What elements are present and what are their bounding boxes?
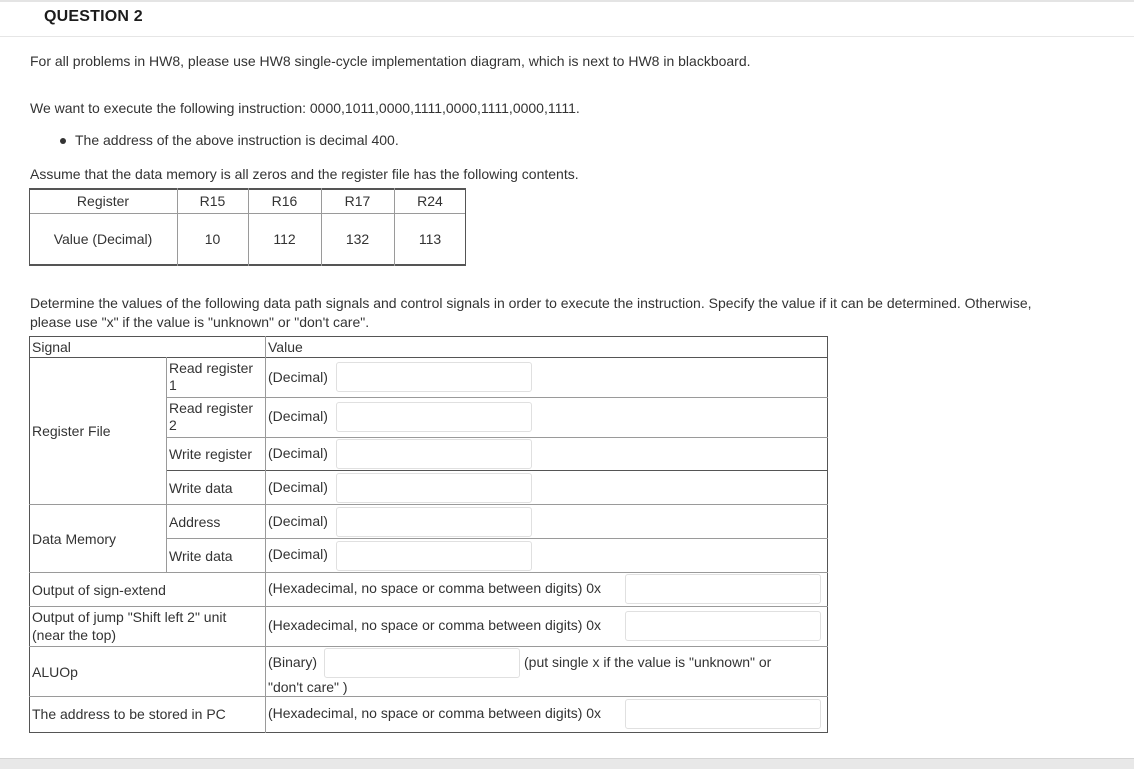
title-divider	[0, 36, 1134, 37]
value-column-header: Value	[268, 339, 303, 355]
read-register-1-label-num: 1	[169, 377, 177, 393]
reg-value-r24: 113	[418, 231, 442, 247]
dm-write-data-label: Write data	[169, 548, 233, 564]
reg-row-label: Value (Decimal)	[53, 231, 153, 247]
reg-value-r16: 112	[273, 231, 296, 247]
write-register-input[interactable]	[336, 439, 532, 469]
top-divider	[0, 0, 1134, 2]
decimal-unit-label: (Decimal)	[268, 445, 328, 461]
aluop-label: ALUOp	[32, 664, 78, 680]
write-register-label: Write register	[169, 446, 252, 462]
decimal-unit-label: (Decimal)	[268, 513, 328, 529]
signals-table	[29, 336, 828, 733]
dm-write-data-input[interactable]	[336, 541, 532, 571]
read-register-1-input[interactable]	[336, 362, 532, 392]
reg-header-r17: R17	[344, 193, 371, 209]
bullet-text: The address of the above instruction is decimal 400.	[75, 132, 399, 148]
jump-shift-label: Output of jump "Shift left 2" unit	[32, 609, 227, 625]
decimal-unit-label: (Decimal)	[268, 408, 328, 424]
dm-address-label: Address	[169, 514, 221, 530]
reg-value-r17: 132	[345, 231, 370, 247]
pc-address-input[interactable]	[625, 699, 821, 729]
aluop-note: (put single x if the value is "unknown" or	[524, 654, 772, 670]
instruction-text: We want to execute the following instruction: 0000,1011,0000,1111,0000,1111,0000,1111.	[30, 100, 580, 116]
signal-column-header: Signal	[32, 339, 71, 355]
read-register-2-input[interactable]	[336, 402, 532, 432]
question-title: QUESTION 2	[44, 8, 143, 25]
data-memory-label: Data Memory	[32, 531, 117, 547]
register-contents-table	[29, 188, 466, 266]
bottom-bar	[0, 759, 1134, 769]
read-register-2-label-num: 2	[169, 417, 177, 433]
decimal-unit-label: (Decimal)	[268, 369, 328, 385]
determine-text-1: Determine the values of the following data path signals and control signals in order to execute the instruction. Specify the value if it can be determined. Otherwise,	[30, 295, 1032, 311]
aluop-input[interactable]	[324, 648, 520, 678]
pc-address-label: The address to be stored in PC	[32, 706, 226, 722]
reg-header-r24: R24	[417, 193, 443, 209]
reg-header-register: Register	[76, 193, 130, 209]
rf-write-data-label: Write data	[169, 480, 233, 496]
read-register-2-label: Read register	[169, 400, 254, 416]
reg-header-r15: R15	[199, 193, 226, 209]
aluop-note-cont: "don't care" )	[268, 679, 348, 695]
jump-shift-input[interactable]	[625, 611, 821, 641]
sign-extend-label: Output of sign-extend	[32, 582, 166, 598]
decimal-unit-label: (Decimal)	[268, 546, 328, 562]
hex-unit-label: (Hexadecimal, no space or comma between digits) 0x	[268, 705, 602, 721]
dm-address-input[interactable]	[336, 507, 532, 537]
register-file-label: Register File	[32, 423, 111, 439]
intro-text: For all problems in HW8, please use HW8 single-cycle implementation diagram, which is next to HW8 in blackboard.	[30, 53, 751, 69]
hex-unit-label: (Hexadecimal, no space or comma between digits) 0x	[268, 580, 602, 596]
bullet-icon	[60, 138, 66, 144]
rf-write-data-input[interactable]	[336, 473, 532, 503]
binary-unit-label: (Binary)	[268, 654, 318, 670]
decimal-unit-label: (Decimal)	[268, 479, 328, 495]
hex-unit-label: (Hexadecimal, no space or comma between digits) 0x	[268, 617, 602, 633]
jump-shift-label-sub: (near the top)	[32, 627, 117, 643]
sign-extend-input[interactable]	[625, 574, 821, 604]
assume-text: Assume that the data memory is all zeros and the register file has the following contents.	[30, 166, 579, 182]
reg-value-r15: 10	[204, 231, 221, 247]
determine-text-2: please use "x" if the value is "unknown" or "don't care".	[30, 314, 370, 330]
read-register-1-label: Read register	[169, 360, 254, 376]
reg-header-r16: R16	[271, 193, 298, 209]
